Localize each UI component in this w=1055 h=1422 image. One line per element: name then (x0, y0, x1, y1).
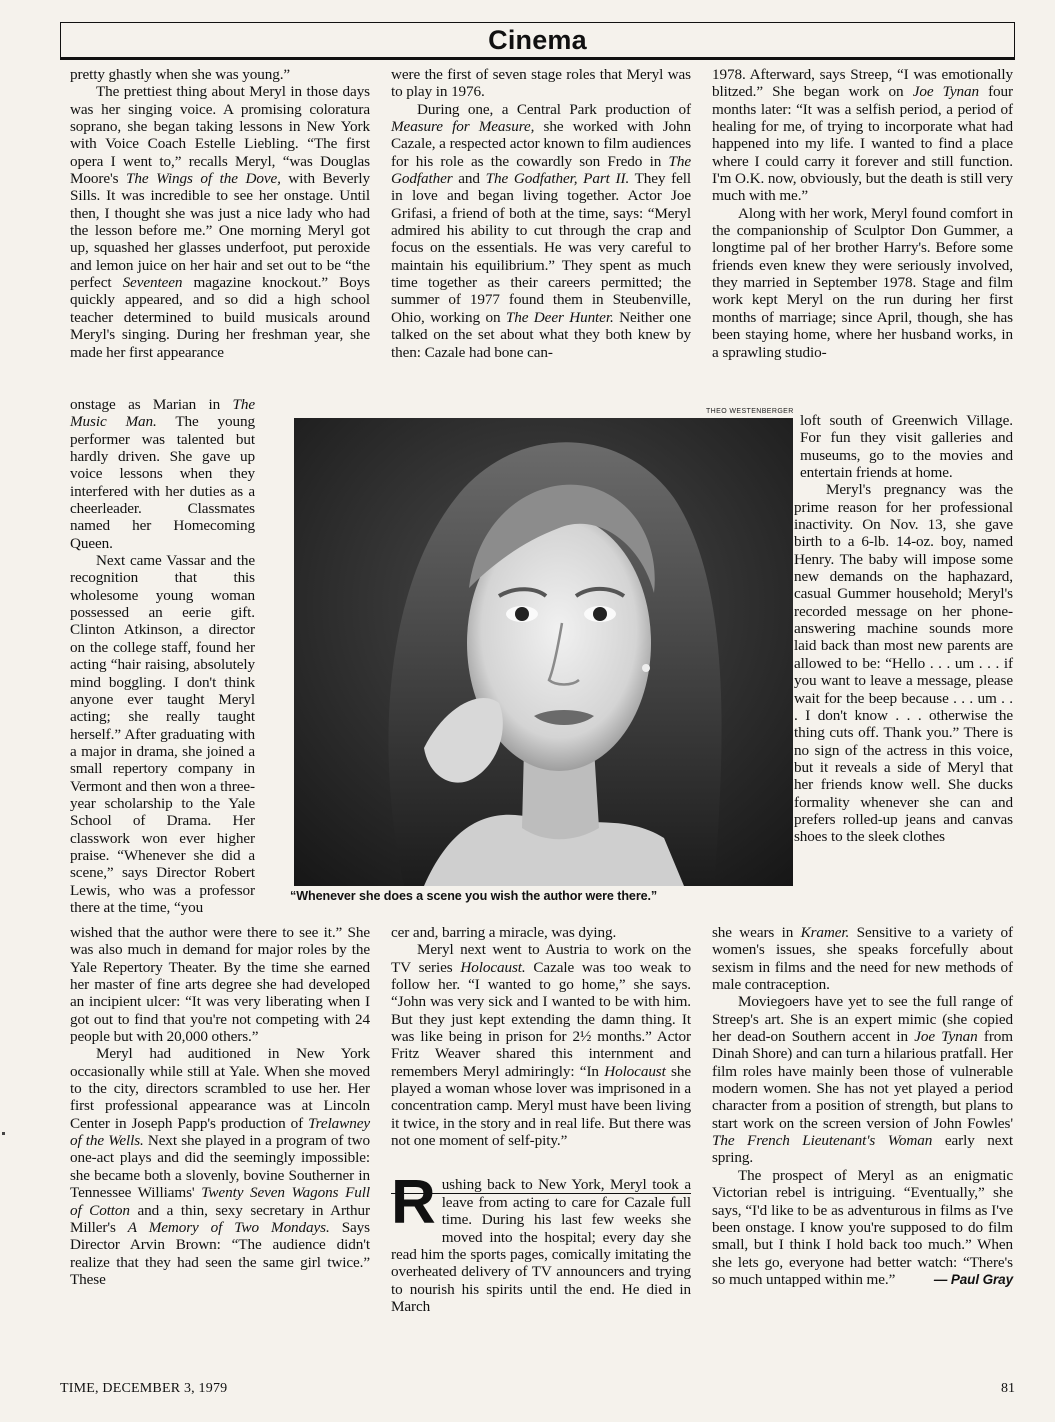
section-header (60, 22, 1015, 60)
paragraph: Moviegoers have yet to see the full range of Streep's art. She is an expert mimic (she copied her dead-on Southern accent in Joe Tynan from Dinah Shore) and can turn a hilarious pratfall. Her film roles have mainly been those of vulnerable modern women. She has not yet played a period character from a position of strength, but plans to start work on the screen version of John Fowles' The French Lieutenant's Woman early next spring. (712, 993, 1013, 1167)
section-title: Cinema (488, 25, 587, 55)
column-3-bottom (712, 924, 1013, 1288)
paragraph: 1978. Afterward, says Streep, “I was emotionally blitzed.” She began work on Joe Tynan four months later: “It was a selfish period, a period of healing for me, of trying to incorporate what had happened into my life. I wanted to find a place where I could carry it forever and still function. I'm O.K. now, obviously, but the death is still very much with me.” (712, 66, 1013, 205)
paragraph: Meryl next went to Austria to work on the TV series Holocaust. Cazale was too weak to follow her. “I wanted to go home,” she says. “John was very sick and I wanted to be with him. But they just kept extending the damn thing. It was like being in prison for 2½ months.” Actor Fritz Weaver shared this internment and remembers Meryl admiringly: “In Holocaust she played a woman whose lover was imprisoned in a concentration camp. Meryl must have been living it twice, in the story and in real life. But there was not one moment of self-pity.” (391, 941, 691, 1150)
portrait-photo (294, 418, 793, 886)
paragraph: were the first of seven stage roles that Meryl was to play in 1976. (391, 66, 691, 101)
column-3-top (712, 66, 1013, 361)
portrait-image (294, 418, 793, 886)
drop-cap: R (391, 1168, 436, 1238)
photo-credit: THEO WESTENBERGER (706, 408, 794, 415)
paragraph: Next came Vassar and the recognition that this wholesome young woman possessed an eerie gift. Clinton Atkinson, a director on the college staff, found her acting “hair raising, absolutely mind boggling. I don't think anyone ever taught Meryl acting; she really taught herself.” After graduating with a major in drama, she joined a small repertory company in Vermont and then won a three-year scholarship to the Yale School of Drama. Her classwork won ever higher praise. “Whenever she did a scene,” says Director Robert Lewis, who was a professor there at the time, “you (70, 552, 255, 916)
paragraph: wished that the author were there to see it.” She was also much in demand for major roles by the Yale Repertory Theater. By the time she earned her master of fine arts degree she had developed an incipient ulcer: “It was very liberating when I got out to find that you're not competing with 24 people but with 20,000 others.” (70, 924, 370, 1046)
page-number: 81 (1001, 1381, 1015, 1396)
column-2-top (391, 66, 691, 361)
paragraph: cer and, barring a miracle, was dying. (391, 924, 617, 941)
paragraph: The prettiest thing about Meryl in those days was her singing voice. A promising coloratura soprano, she began taking lessons in New York with Voice Coach Estelle Liebling. “The first opera I went to,” recalls Meryl, “was Douglas Moore's The Wings of the Dove, with Beverly Sills. It was incredible to see her onstage. Until then, I thought she was just a nice lady who had the lesson before me.” One morning Meryl got up, squashed her glasses underfoot, put peroxide and lemon juice on her hair and set out to be “the perfect Seventeen magazine knockout.” Boys quickly appeared, and so did a high school teacher determined to build musicals around Meryl's singing. During her freshman year, she made her first appearance (70, 83, 370, 361)
paragraph: During one, a Central Park production of Measure for Measure, she worked with John Cazale, a respected actor known to film audiences for his role as the cowardly son Fredo in The Godfather and The Godfather, Part II. They fell in love and began living together. Actor Joe Grifasi, a friend of both at the time, says: “Meryl admired his ability to cut through the crap and focus on the essentials. He was very careful to maintain his equilibrium.” They spent as much time together as their careers permitted; the summer of 1977 found them in Steubenville, Ohio, working on The Deer Hunter. Neither one talked on the set about what they both knew by then: Cazale had bone can- (391, 100, 691, 361)
column-1-top (70, 66, 370, 361)
paragraph: Rushing back to New York, Meryl took a leave from acting to care for Cazale full time. During his last few weeks she moved into the hospital; every day she read him the sports pages, comically imitating the overheated delivery of TV announcers and trying to nourish his spirits until the end. He died in March (391, 1168, 691, 1315)
byline: — Paul Gray (933, 1271, 1013, 1287)
section-divider (391, 1193, 691, 1194)
margin-mark (2, 1132, 5, 1135)
paragraph: Meryl had auditioned in New York occasionally while still at Yale. When she moved to the city, directors scrambled to use her. Her first professional appearance was at Lincoln Center in Joseph Papp's production of Trelawney of the Wells. Next she played in a program of two one-act plays and did the seemingly impossible: she became both a slovenly, bovine Southerner in Tennessee Williams' Twenty Seven Wagons Full of Cotton and a thin, sexy secretary in Arthur Miller's A Memory of Two Mondays. Says Director Arvin Brown: “The audience didn't realize that they had seen the same girl twice.” These (70, 1045, 371, 1288)
paragraph: she wears in Kramer. Sensitive to a variety of women's issues, she speaks forcefully about sexism in films and the need for new methods of male contraception. (712, 924, 1013, 994)
column-1-bottom (70, 924, 370, 1288)
issue-date: TIME, DECEMBER 3, 1979 (60, 1381, 228, 1396)
paragraph: Along with her work, Meryl found comfort in the companionship of Sculptor Don Gummer, a longtime pal of her brother Harry's. Before some friends even knew they were seriously involved, they married in September 1978. Stage and film work kept Meryl on the run during her first months of marriage; since April, though, she has been staying home, where her husband works, in a sprawling studio- (712, 204, 1013, 361)
paragraph: loft south of Greenwich Village. For fun they visit galleries and museums, go to the movies and entertain friends at home. (800, 412, 1013, 482)
paragraph: onstage as Marian in The Music Man. The young performer was talented but hardly driven. She gave up voice lessons when they interfered with her duties as a cheerleader. Classmates named her Homecoming Queen. (70, 396, 255, 552)
paragraph: Meryl's pregnancy was the prime reason for her professional inactivity. On Nov. 13, she gave birth to a 6-lb. 14-oz. boy, named Henry. The baby will impose some new demands on the haphazard, casual Gummer household; Meryl's recorded message on her phone-answering machine sounds more laid back than most new parents are allowed to be: “Hello . . . um . . . if you want to leave a message, please wait for the beep because . . . um . . . I don't know . . . otherwise the thing cuts off. Thank you.” There is no sign of the actress in this voice, but it reveals a side of Meryl that her friends know well. She ducks formality whenever she can and prefers rolled-up jeans and canvas shoes to the sleek clothes (794, 481, 1013, 846)
paragraph: The prospect of Meryl as an enigmatic Victorian rebel is intriguing. “Eventually,” she says, “I'd like to be as adventurous in films as I've been onstage. I know you're supposed to do film small, but I think I hold back too much.” When she lets go, everyone had better watch: “There's so much untapped within me.” — Paul Gray (712, 1166, 1013, 1288)
photo-caption: “Whenever she does a scene you wish the author were there.” (290, 889, 658, 903)
paragraph: pretty ghastly when she was young.” (70, 66, 291, 83)
column-2-bottom (391, 924, 691, 1315)
